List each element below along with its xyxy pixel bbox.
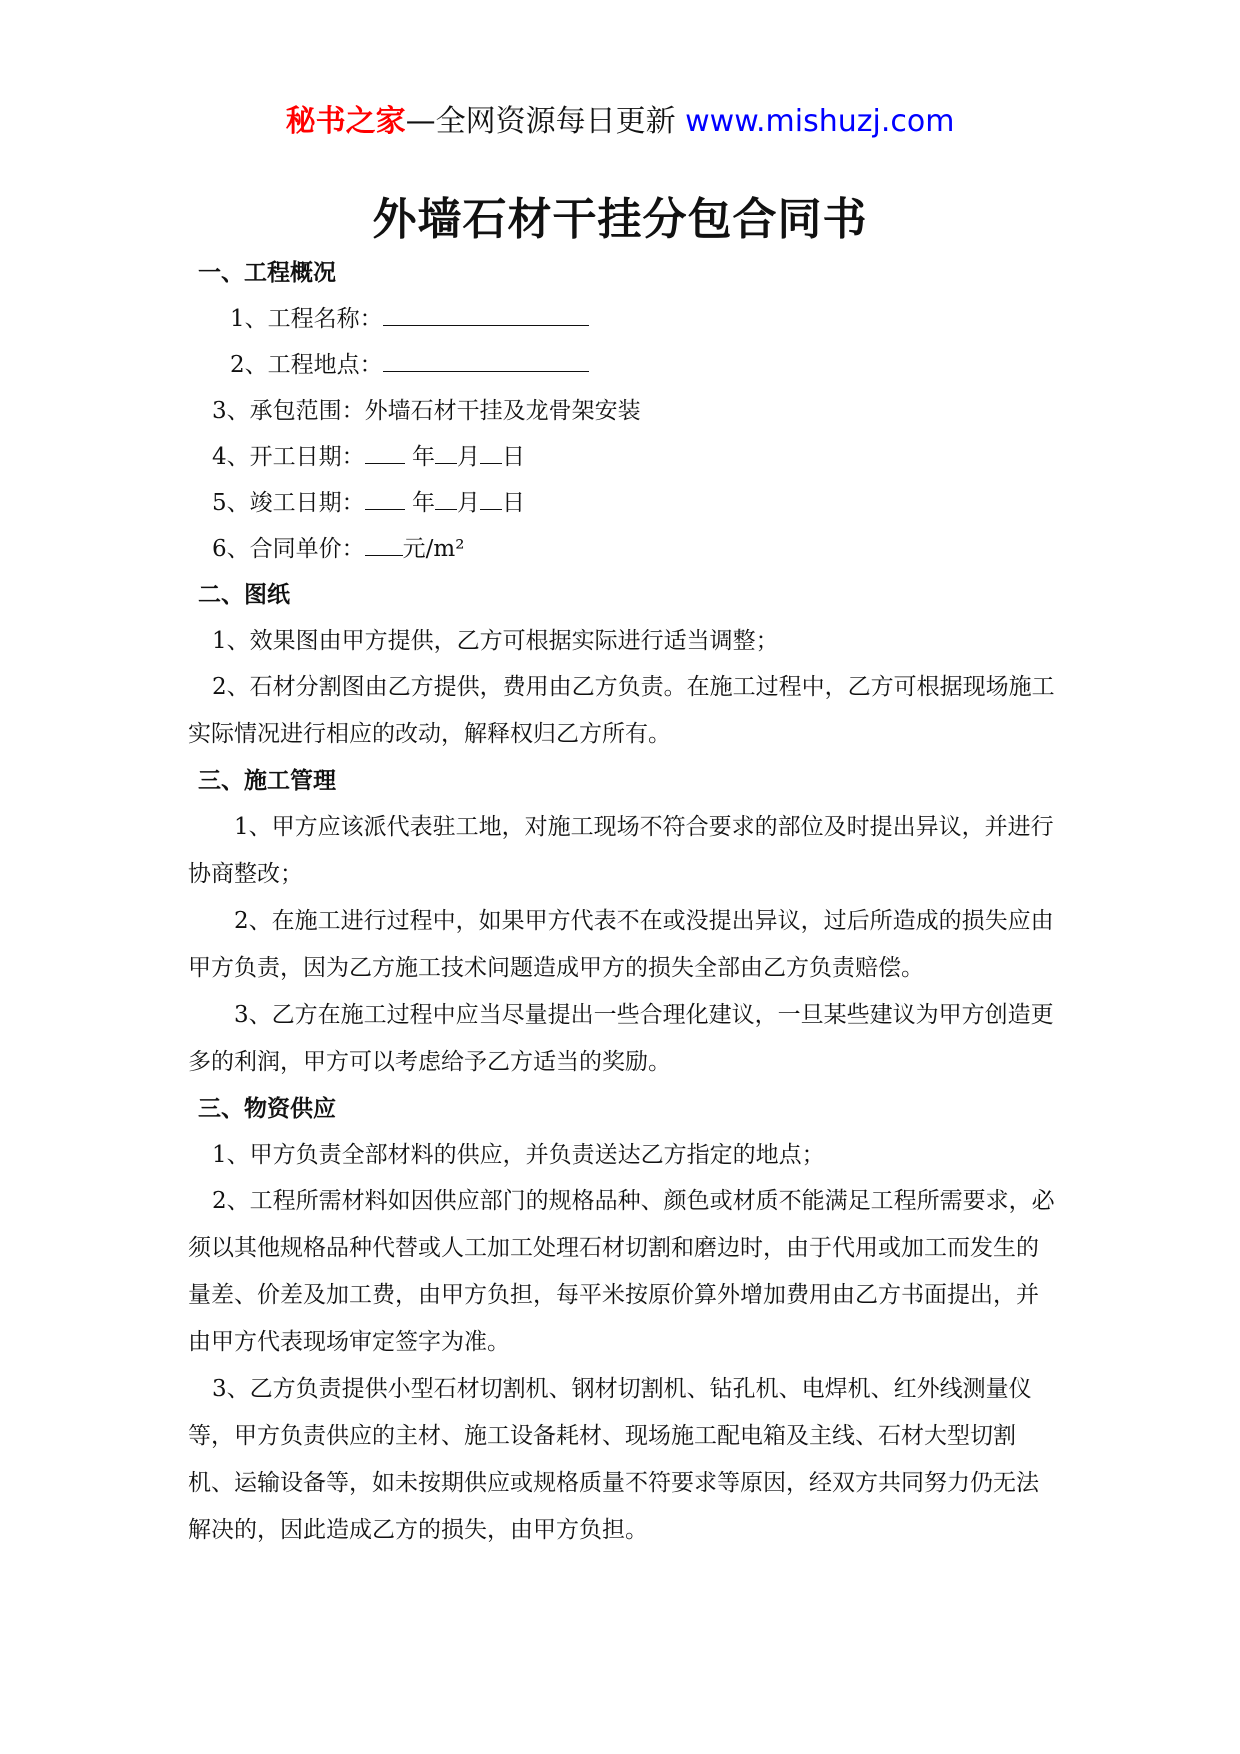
project-location-blank[interactable]: [383, 347, 589, 372]
start-day-blank[interactable]: [480, 439, 502, 464]
start-month-unit: 月: [456, 444, 480, 470]
field-start-date: [188, 434, 1060, 480]
banner-slogan: —全网资源每日更新: [405, 104, 676, 139]
banner-brand: 秘书之家: [285, 104, 406, 139]
finish-day-blank[interactable]: [480, 485, 502, 510]
field-project-name-label: 1、工程名称：: [230, 306, 383, 332]
unit-price-unit: 元/m²: [402, 536, 465, 562]
management-item-3: 3、乙方在施工过程中应当尽量提出一些合理化建议，一旦某些建议为甲方创造更多的利润，甲方可以考虑给予乙方适当的奖励。: [188, 1002, 1054, 1075]
finish-year-unit: 年: [411, 490, 435, 516]
drawings-item-1: 1、效果图由甲方提供，乙方可根据实际进行适当调整；: [212, 628, 779, 654]
supply-item-1: 1、甲方负责全部材料的供应，并负责送达乙方指定的地点；: [212, 1142, 825, 1168]
finish-month-blank[interactable]: [435, 485, 457, 510]
finish-date-label: 5、竣工日期：: [212, 490, 365, 516]
finish-day-unit: 日: [501, 490, 525, 516]
start-date-label: 4、开工日期：: [212, 444, 365, 470]
site-banner: [0, 100, 1240, 144]
unit-price-label: 6、合同单价：: [212, 536, 365, 562]
finish-year-blank[interactable]: [365, 485, 405, 510]
start-year-unit: 年: [411, 444, 435, 470]
banner-url-link[interactable]: www.mishuzj.com: [685, 104, 955, 139]
management-item-1: 1、甲方应该派代表驻工地，对施工现场不符合要求的部位及时提出异议，并进行协商整改；: [188, 814, 1054, 887]
document-title: 外墙石材干挂分包合同书: [372, 194, 868, 245]
field-unit-price: [188, 526, 1060, 572]
field-contract-scope: 3、承包范围：外墙石材干挂及龙骨架安装: [212, 398, 641, 424]
unit-price-blank[interactable]: [365, 531, 403, 556]
supply-item-2: 2、工程所需材料如因供应部门的规格品种、颜色或材质不能满足工程所需要求，必须以其他规格品种代替或人工加工处理石材切割和磨边时，由于代用或加工而发生的量差、价差及加工费，由甲方负担，每平米按原价算外增加费用由乙方书面提出，并由甲方代表现场审定签字为准。: [188, 1188, 1055, 1355]
start-day-unit: 日: [501, 444, 525, 470]
section-heading-drawings: 二、图纸: [198, 582, 290, 608]
project-name-blank[interactable]: [383, 301, 589, 326]
field-project-location-label: 2、工程地点：: [230, 352, 383, 378]
finish-month-unit: 月: [456, 490, 480, 516]
field-finish-date: [188, 480, 1060, 526]
start-year-blank[interactable]: [365, 439, 405, 464]
supply-item-3: 3、乙方负责提供小型石材切割机、钢材切割机、钻孔机、电焊机、红外线测量仪等，甲方负责供应的主材、施工设备耗材、现场施工配电箱及主线、石材大型切割机、运输设备等，如未按期供应或规格质量不符要求等原因，经双方共同努力仍无法解决的，因此造成乙方的损失，由甲方负担。: [188, 1376, 1039, 1543]
start-month-blank[interactable]: [435, 439, 457, 464]
field-project-name: [188, 296, 1060, 342]
management-item-2: 2、在施工进行过程中，如果甲方代表不在或没提出异议，过后所造成的损失应由甲方负责，因为乙方施工技术问题造成甲方的损失全部由乙方负责赔偿。: [188, 908, 1054, 981]
section-heading-supply: 三、物资供应: [198, 1096, 336, 1122]
drawings-item-2: 2、石材分割图由乙方提供，费用由乙方负责。在施工过程中，乙方可根据现场施工实际情况进行相应的改动，解释权归乙方所有。: [188, 674, 1055, 747]
document-body: [188, 250, 1060, 1554]
section-heading-management: 三、施工管理: [198, 768, 336, 794]
section-heading-overview: 一、工程概况: [198, 260, 336, 286]
field-project-location: [188, 342, 1060, 388]
